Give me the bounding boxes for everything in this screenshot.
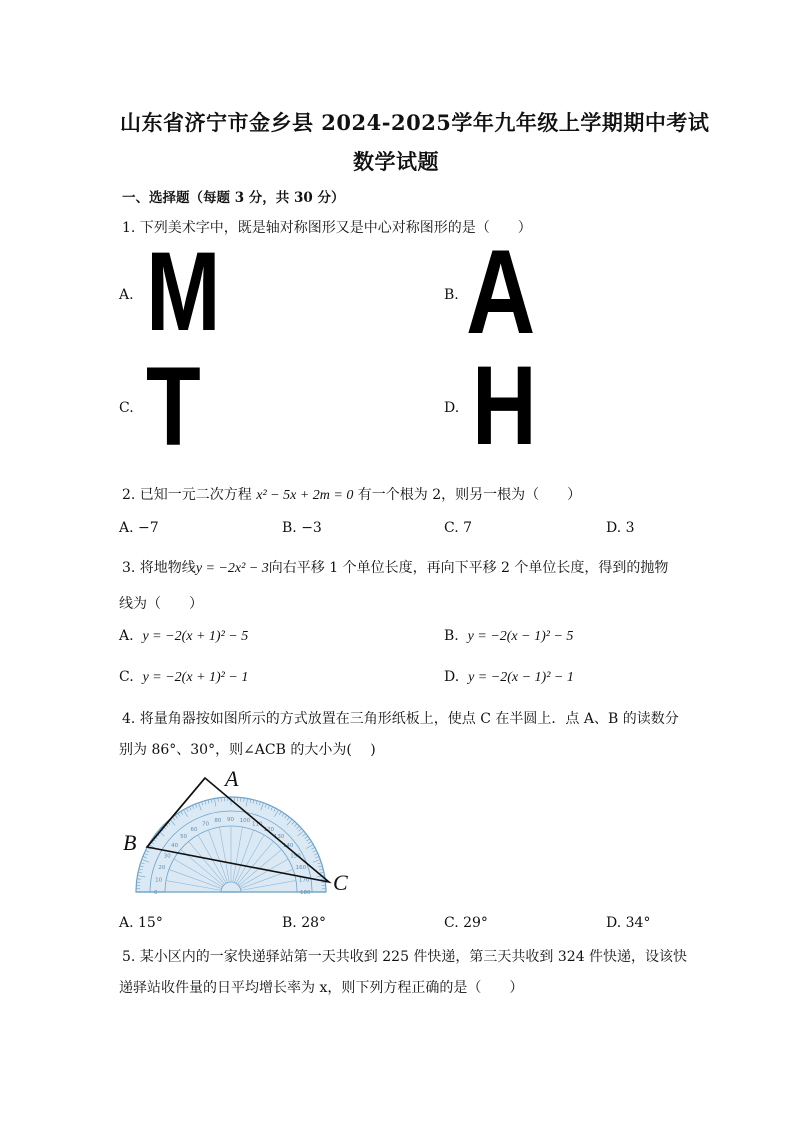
protractor-number: 40 <box>171 843 179 850</box>
protractor-number: 160 <box>295 865 307 872</box>
q2-option-b: B. −3 <box>282 520 322 536</box>
q1-option-a-label: A. <box>119 287 134 303</box>
q3-stem-post: 向右平移 1 个单位长度，再向下平移 2 个单位长度，得到的抛物 <box>268 560 669 576</box>
q3-option-a-label: A. <box>119 628 134 644</box>
question-5-stem-line1: 5. 某小区内的一家快递驿站第一天共收到 225 件快递，第三天共收到 324 件快递，设该快 <box>122 949 688 965</box>
q3-option-a <box>119 628 248 645</box>
protractor-number: 70 <box>202 821 210 828</box>
q4-option-c: C. 29° <box>444 915 488 931</box>
q3-option-b <box>444 628 573 645</box>
page-subtitle: 数学试题 <box>353 149 439 174</box>
protractor-number: 110 <box>251 821 263 828</box>
q2-option-a: A. −7 <box>119 520 159 536</box>
q3-option-b-expr: y = −2(x − 1)² − 5 <box>467 629 574 644</box>
q2-stem-pre: 2. 已知一元二次方程 <box>122 487 252 503</box>
q2-stem-post: 有一个根为 2，则另一根为（ ） <box>357 487 582 503</box>
protractor-number: 10 <box>155 877 163 884</box>
question-3-stem-line2: 线为（ ） <box>119 596 203 612</box>
q3-equation: y = −2x² − 3 <box>195 561 269 576</box>
protractor-number: 180 <box>300 890 311 896</box>
question-3-stem <box>122 557 668 577</box>
protractor-number: 90 <box>227 817 234 823</box>
page-title: 山东省济宁市金乡县 2024-2025学年九年级上学期期中考试 <box>120 110 710 135</box>
q3-option-b-label: B. <box>444 628 459 644</box>
protractor-number: 80 <box>214 818 222 825</box>
question-4-stem-line2: 别为 86°、30°，则∠ACB 的大小为( ) <box>119 742 376 758</box>
protractor-number: 0 <box>154 890 158 896</box>
protractor-number: 140 <box>282 843 294 850</box>
q1-option-b-glyph: A <box>466 225 536 359</box>
q3-option-d-label: D. <box>444 669 460 685</box>
q3-option-a-expr: y = −2(x + 1)² − 5 <box>142 629 249 644</box>
q4-option-a: A. 15° <box>119 915 163 931</box>
q2-equation: x² − 5x + 2m = 0 <box>256 488 354 503</box>
question-2-stem <box>122 484 581 504</box>
q1-option-d-glyph: H <box>472 343 537 468</box>
question-5-stem-line2: 递驿站收件量的日平均增长率为 x，则下列方程正确的是（ ） <box>119 980 524 996</box>
protractor-figure <box>115 762 365 902</box>
q1-option-c-label: C. <box>119 400 134 416</box>
protractor-number: 30 <box>163 853 171 860</box>
q2-option-c: C. 7 <box>444 520 473 536</box>
protractor-number: 20 <box>158 865 166 872</box>
protractor-number: 60 <box>190 826 198 833</box>
protractor-number: 120 <box>263 826 274 833</box>
q3-option-d-expr: y = −2(x − 1)² − 1 <box>468 670 574 685</box>
protractor-number: 170 <box>298 877 310 884</box>
q2-option-d: D. 3 <box>606 520 635 536</box>
q3-option-c-label: C. <box>119 669 134 685</box>
protractor-number: 100 <box>239 818 251 825</box>
q1-option-b-label: B. <box>444 287 459 303</box>
protractor-number: 130 <box>273 834 285 841</box>
question-1-stem: 1. 下列美术字中，既是轴对称图形又是中心对称图形的是（ ） <box>122 220 532 236</box>
q4-option-d: D. 34° <box>606 915 651 931</box>
question-4-stem-line1: 4. 将量角器按如图所示的方式放置在三角形纸板上，使点 C 在半圆上．点 A、B 的读数分 <box>122 711 679 727</box>
q3-option-c-expr: y = −2(x + 1)² − 1 <box>142 670 249 685</box>
point-c-label: C <box>333 870 348 895</box>
q1-option-d-label: D. <box>444 400 460 416</box>
q1-option-a-glyph: M <box>146 229 221 354</box>
q3-option-c <box>119 669 248 686</box>
section-heading: 一、选择题（每题 3 分，共 30 分） <box>122 190 345 206</box>
q3-stem-pre: 3. 将地物线 <box>122 560 196 576</box>
protractor-number: 150 <box>290 853 301 860</box>
point-b-label: B <box>123 830 137 855</box>
protractor-number: 50 <box>180 834 188 841</box>
q4-option-b: B. 28° <box>282 915 327 931</box>
q1-option-c-glyph: T <box>146 344 201 469</box>
q3-option-d <box>444 669 574 686</box>
point-a-label: A <box>225 766 239 791</box>
